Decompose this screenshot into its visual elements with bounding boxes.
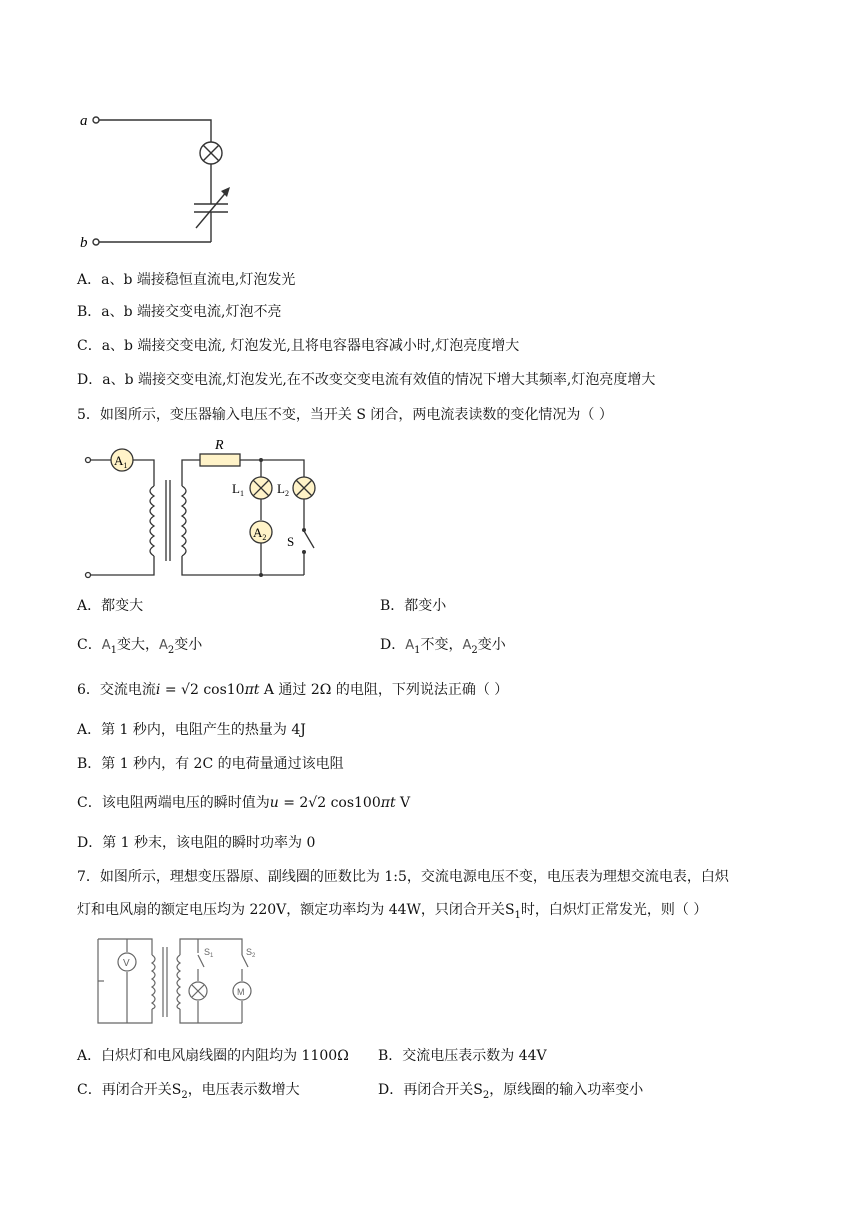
q7-transformer-figure: [94, 935, 274, 1029]
q4-option-b: B．a、b 端接交变电流,灯泡不亮: [77, 304, 282, 320]
q5-option-c: C．$A_1$变大，$A_2$变小: [77, 637, 203, 656]
q6-option-b: B．第 1 秒内，有 2C 的电荷量通过该电阻: [77, 756, 344, 772]
q5-transformer-figure: [78, 436, 328, 582]
q6-option-d: D．第 1 秒末，该电阻的瞬时功率为 0: [77, 835, 316, 851]
ammeter-a1-label: $A_1$: [114, 453, 128, 470]
lamp-l1-label: $L_1$: [232, 481, 244, 498]
q4-option-a: A．a、b 端接稳恒直流电,灯泡发光: [77, 272, 296, 288]
q7-option-c: C．再闭合开关$S_2$，电压表示数增大: [77, 1082, 300, 1101]
q5-option-a: A．都变大: [77, 598, 144, 614]
q5-stem: 5．如图所示，变压器输入电压不变，当开关 S 闭合，两电流表读数的变化情况为（ ）: [77, 407, 613, 423]
q5-option-b: B．都变小: [380, 598, 447, 614]
q4-option-c: C．a、b 端接交变电流, 灯泡发光,且将电容器电容减小时,灯泡亮度增大: [77, 338, 520, 354]
q7-option-b: B．交流电压表示数为 44V: [378, 1048, 547, 1064]
q5-option-d: D．$A_1$不变，$A_2$变小: [380, 637, 506, 656]
switch-s1-label: $S_1$: [204, 947, 214, 959]
lamp-l2-label: $L_2$: [277, 481, 289, 498]
switch-s2-label: $S_2$: [246, 947, 256, 959]
q7-stem-line2: 灯和电风扇的额定电压均为 220V，额定功率均为 44W，只闭合开关$S_1$时，白炽灯正常发光，则（ ）: [77, 902, 708, 921]
q7-stem-line1: 7．如图所示，理想变压器原、副线圈的匝数比为 1:5，交流电源电压不变，电压表为理想交流电表，白炽: [77, 869, 729, 885]
q6-option-a: A．第 1 秒内，电阻产生的热量为 4J: [77, 722, 306, 738]
q7-option-a: A．白炽灯和电风扇线圈的内阻均为 1100Ω: [77, 1048, 349, 1064]
q6-stem: 6．交流电流i = √2 cos10πt A 通过 2Ω 的电阻，下列说法正确（ ）: [77, 682, 509, 698]
q7-option-d: D．再闭合开关$S_2$，原线圈的输入功率变小: [378, 1082, 644, 1101]
ammeter-a2-label: $A_2$: [253, 525, 267, 542]
q4-circuit-figure: [78, 108, 248, 254]
switch-s-label: S: [287, 534, 295, 549]
terminal-b-label: b: [80, 235, 88, 251]
voltmeter-v-label: V: [123, 958, 130, 969]
q4-option-d: D．a、b 端接交变电流,灯泡发光,在不改变交变电流有效值的情况下增大其频率,灯泡亮度增大: [77, 372, 656, 388]
q6-option-c: C．该电阻两端电压的瞬时值为u = 2√2 cos100πt V: [77, 795, 411, 811]
terminal-a-label: a: [80, 113, 88, 129]
resistor-r-label: R: [215, 438, 224, 453]
fan-m-label: M: [237, 987, 245, 997]
